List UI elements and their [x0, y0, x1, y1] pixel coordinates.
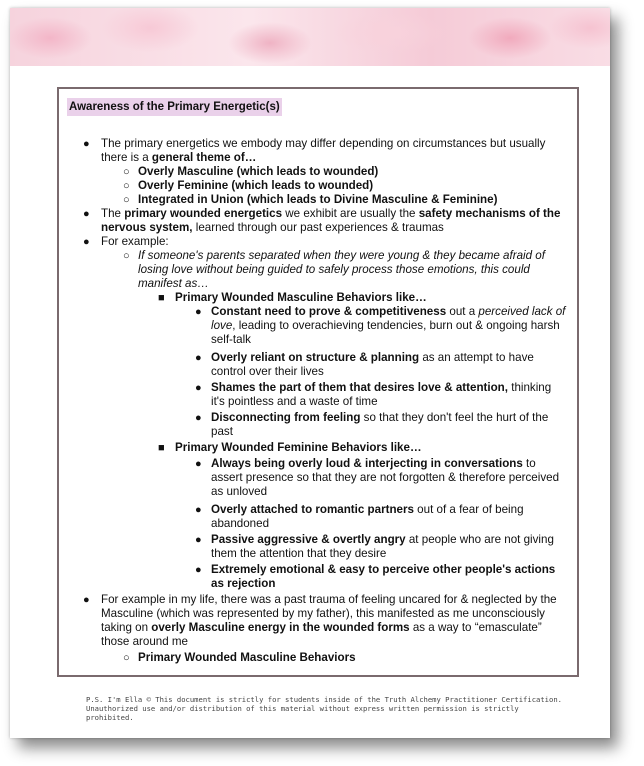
- document-page: [10, 8, 610, 738]
- sub-item-masculine: Overly Masculine (which leads to wounded): [138, 165, 379, 178]
- bullet-circle-icon: ○: [123, 166, 130, 178]
- bullet-disc-icon: ●: [83, 138, 90, 150]
- bullet-disc-icon: ●: [195, 458, 202, 470]
- bullet-disc-icon: ●: [83, 208, 90, 220]
- footer-line: Unauthorized use and/or distribution of this material without express written permission is strictly: [86, 704, 519, 713]
- bullet-disc-icon: ●: [83, 236, 90, 248]
- sub-item-feminine: Overly Feminine (which leads to wounded): [138, 179, 374, 192]
- text-line: as unloved: [211, 485, 268, 498]
- bullet-disc-icon: ●: [83, 594, 90, 606]
- footer-line: prohibited.: [86, 713, 134, 722]
- last-sub-item: Primary Wounded Masculine Behaviors: [138, 651, 356, 664]
- text-line: taking on overly Masculine energy in the wounded forms as a way to “emasculate”: [101, 621, 542, 634]
- bullet-disc-icon: ●: [195, 534, 202, 546]
- text-line: For example:: [101, 235, 169, 248]
- example-line: manifest as…: [138, 277, 209, 290]
- bullet-disc-icon: ●: [195, 382, 202, 394]
- text-line: The primary wounded energetics we exhibit are usually the safety mechanisms of the: [101, 207, 561, 220]
- text-line: those around me: [101, 635, 189, 648]
- text-line: control over their lives: [211, 365, 324, 378]
- text-line: them the attention that they desire: [211, 547, 387, 560]
- text-line: Overly reliant on structure & planning as an attempt to have: [211, 351, 534, 364]
- bullet-disc-icon: ●: [195, 564, 202, 576]
- bullet-disc-icon: ●: [195, 504, 202, 516]
- feminine-behaviors-title: Primary Wounded Feminine Behaviors like…: [175, 441, 422, 454]
- text-line: abandoned: [211, 517, 270, 530]
- text-line: assert presence so that they are not forgotten & therefore perceived: [211, 471, 560, 484]
- text-line: Masculine (which was represented by my father), this manifested as me unconsciously: [101, 607, 545, 620]
- bullet-circle-icon: ○: [123, 180, 130, 192]
- copyright-footer: [86, 695, 562, 722]
- text-line: Overly attached to romantic partners out of a fear of being: [211, 503, 524, 516]
- example-line: losing love without being guided to safely process those emotions, this could: [138, 263, 530, 276]
- text-line: Shames the part of them that desires love & attention, thinking: [211, 381, 552, 394]
- text-line: self-talk: [211, 333, 251, 346]
- content-box: [57, 87, 579, 677]
- text-line: there is a general theme of…: [101, 151, 257, 164]
- text-line: Always being overly loud & interjecting in conversations to: [211, 457, 536, 470]
- section-heading: Awareness of the Primary Energetic(s): [67, 98, 282, 116]
- text-line: it's pointless and a waste of time: [211, 395, 378, 408]
- bullet-circle-icon: ○: [123, 250, 130, 262]
- text-line: as rejection: [211, 577, 276, 590]
- masculine-behaviors-title: Primary Wounded Masculine Behaviors like…: [175, 291, 427, 304]
- text-line: Constant need to prove & competitiveness out a perceived lack of: [211, 305, 566, 318]
- bullet-square-icon: ■: [158, 292, 165, 304]
- text-line: The primary energetics we embody may differ depending on circumstances but usually: [101, 137, 546, 150]
- bullet-circle-icon: ○: [123, 194, 130, 206]
- sub-item-union: Integrated in Union (which leads to Divine Masculine & Feminine): [138, 193, 498, 206]
- text-line: Passive aggressive & overtly angry at people who are not giving: [211, 533, 554, 546]
- bullet-disc-icon: ●: [195, 412, 202, 424]
- text-line: Disconnecting from feeling so that they don't feel the hurt of the: [211, 411, 549, 424]
- example-line: If someone's parents separated when they were young & they became afraid of: [138, 249, 545, 262]
- text-line: For example in my life, there was a past trauma of feeling uncared for & neglected by the: [101, 593, 557, 606]
- text-line: love, leading to overachieving tendencies, burn out & ongoing harsh: [211, 319, 560, 332]
- bullet-disc-icon: ●: [195, 352, 202, 364]
- pink-roses-banner: [10, 8, 610, 66]
- footer-line: P.S. I'm Ella © This document is strictly for students inside of the Truth Alchemy Practitioner Certification.: [86, 695, 562, 704]
- bullet-square-icon: ■: [158, 442, 165, 454]
- text-line: Extremely emotional & easy to perceive other people's actions: [211, 563, 556, 576]
- text-line: past: [211, 425, 233, 438]
- bullet-circle-icon: ○: [123, 652, 130, 664]
- bullet-disc-icon: ●: [195, 306, 202, 318]
- text-line: nervous system, learned through our past experiences & traumas: [101, 221, 444, 234]
